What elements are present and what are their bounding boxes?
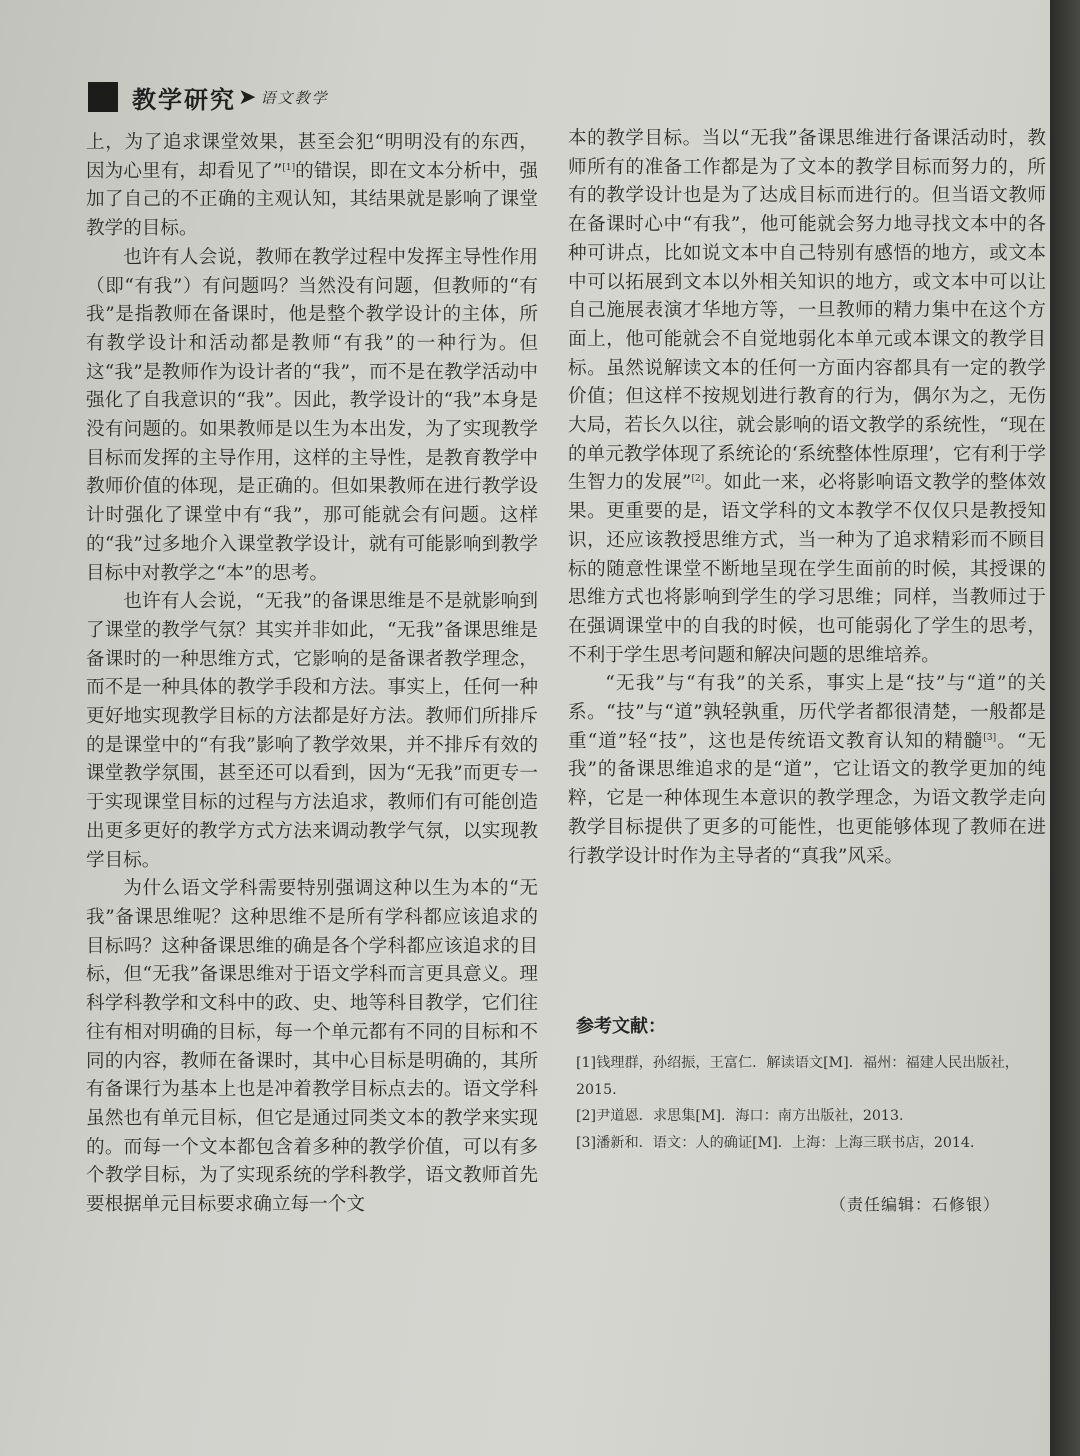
paragraph [86,588,538,875]
paragraph [86,129,538,244]
references-title: 参考文献： [576,1016,666,1037]
paragraph-text: 本的教学目标。当以“无我”备课思维进行备课活动时，教师所有的准备工作都是为了文本的教学目标而努力的，所有的教学设计也是为了达成目标而进行的。但当语文教师在备课时心中“有我”，他可能就会努力地寻找文本中的各种可讲点，比如说文本中自己特别有感悟的地方，或文本中可以拓展到文本以外相关知识的地方，或文本中可以让自己施展表演才华地方等，一旦教师的精力集中在这个方面上，他可能就会不自觉地弱化本单元或本课文的教学目标。虽然说解读文本的任何一方面内容都具有一定的教学价值；但这样不按规划进行教育的行为，偶尔为之，无伤大局，若长久以往，就会影响的语文教学的系统性，“现在的单元教学体现了系统论的‘系统整体性原理’，它有利于学生智力的发展” [568,128,1046,494]
header-square-icon [88,82,118,112]
paragraph [86,244,538,588]
left-text-column [86,129,538,1220]
arrow-icon: ➤ [238,84,257,110]
section-subtitle: 语文教学 [260,88,329,107]
reference-item: [3]潘新和．语文：人的确证[M]．上海：上海三联书店，2014. [576,1134,975,1151]
paragraph-text: “无我”与“有我”的关系，事实上是“技”与“道”的关系。“技”与“道”孰轻孰重，历代学者都很清楚，一般都是重“道”轻“技”，这也是传统语文教育认知的精髓 [568,673,1046,752]
paragraph-text: 也许有人会说，教师在教学过程中发挥主导性作用（即“有我”）有问题吗？当然没有问题，但教师的“有我”是指教师在备课时，他是整个教学设计的主体，所有教学设计和活动都是教师“有我”的一种行为。但这“我”是教师作为设计者的“我”，而不是在教学活动中强化了自我意识的“我”。因此，教学设计的“我”本身是没有问题的。如果教师是以生为本出发，为了实现教学目标而发挥的主导作用，这样的主导性，是教育教学中教师价值的体现，是正确的。但如果教师在进行教学设计时强化了课堂中有“我”，那可能就会有问题。这样的“我”过多地介入课堂教学设计，就有可能影响到教学目标中对教学之“本”的思考。 [86,246,538,584]
references-section [576,1012,1046,1156]
paragraph [568,670,1046,871]
citation-marker: [3] [983,732,997,743]
reference-item: [1]钱理群，孙绍振，王富仁．解读语文[M]．福州：福建人民出版社，2015. [576,1055,1019,1098]
paragraph [568,125,1046,670]
responsible-editor: （责任编辑：石修银） [830,1195,1001,1214]
reference-item: [2]尹道恩．求思集[M]．海口：南方出版社，2013. [576,1108,904,1124]
paragraph-text: 也许有人会说，“无我”的备课思维是不是就影响到了课堂的教学气氛？其实并非如此，“无我”备课思维是备课时的一种思维方式，它影响的是备课者教学理念，而不是一种具体的教学手段和方法。事实上，任何一种更好地实现教学目标的方法都是好方法。教师们所排斥的是课堂中的“有我”影响了教学效果，并不排斥有效的课堂教学氛围，甚至还可以看到，因为“无我”而更专一于实现课堂目标的过程与方法追求，教师们有可能创造出更多更好的教学方式方法来调动教学气氛，以实现教学目标。 [86,591,538,871]
paragraph-text: 。如此一来，必将影响语文教学的整体效果。更重要的是，语文学科的文本教学不仅仅只是教授知识，还应该教授思维方式，当一种为了追求精彩而不顾目标的随意性课堂不断地呈现在学生面前的时候，其授课的思维方式也将影响到学生的学习思维；同样，当教师过于在强调课堂中的自我的时候，也可能弱化了学生的思考，不利于学生思考问题和解决问题的思维培养。 [568,472,1046,666]
paragraph-text: 为什么语文学科需要特别强调这种以生为本的“无我”备课思维呢？这种思维不是所有学科都应该追求的目标吗？这种备课思维的确是各个学科都应该追求的目标，但“无我”备课思维对于语文学科而言更具意义。理科学科教学和文科中的政、史、地等科目教学，它们往往有相对明确的目标，每一个单元都有不同的目标和不同的内容，教师在备课时，其中心目标是明确的，其所有备课行为基本上也是冲着教学目标点去的。语文学科虽然也有单元目标，但它是通过同类文本的教学来实现的。而每一个文本都包含着多种的教学价值，可以有多个教学目标，为了实现系统的学科教学，语文教师首先要根据单元目标要求确立每一个文 [86,878,538,1216]
paragraph [86,875,538,1219]
paragraph-text: 的错误，即在文本分析中，强加了自己的不正确的主观认知，其结果就是影响了课堂教学的目标。 [86,160,538,240]
background-edge [1050,0,1080,1456]
citation-marker: [1] [282,162,296,173]
section-header [88,80,328,114]
right-text-column [568,125,1046,871]
paragraph-text: 上，为了追求课堂效果，甚至会犯“明明没有的东西，因为心里有，却看见了” [86,132,538,182]
citation-marker: [2] [691,474,705,485]
section-title: 教学研究 [132,85,236,114]
paragraph-text: 。“无我”的备课思维追求的是“道”，它让语文的教学更加的纯粹，它是一种体现生本意识的教学理念，为语文教学走向教学目标提供了更多的可能性，也更能够体现了教师在进行教学设计时作为主导者的“真我”风采。 [568,730,1046,867]
